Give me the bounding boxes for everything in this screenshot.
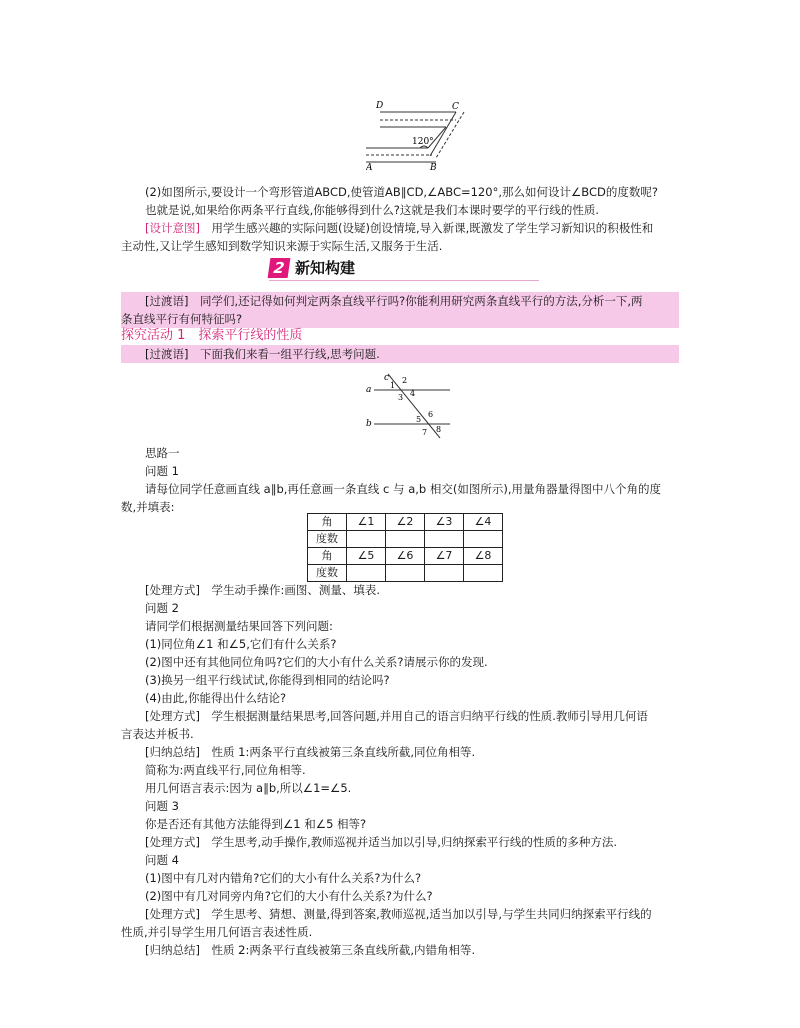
- problem-4-title: 问题 4: [145, 853, 179, 867]
- angle-1: 1: [390, 381, 396, 390]
- table-row: 角 ∠1 ∠2 ∠3 ∠4: [308, 514, 503, 531]
- angle-8: 8: [436, 425, 442, 434]
- problem-3-title: 问题 3: [145, 799, 179, 813]
- angle-label: 120°: [412, 137, 434, 147]
- problem-2-intro: 请同学们根据测量结果回答下列问题:: [145, 619, 333, 633]
- handling-2-line2: 言表达并板书.: [121, 727, 194, 741]
- design-intent-line2: 主动性,又让学生感知到数学知识来源于实际生活,又服务于生活.: [121, 239, 443, 253]
- section-header: [269, 258, 539, 281]
- pipe-figure: [366, 100, 496, 170]
- label-A: A: [366, 163, 373, 170]
- transition-1-line1: [过渡语] 同学们,还记得如何判定两条直线平行吗?你能利用研究两条直线平行的方法,分析一下,两: [145, 294, 643, 308]
- problem-1-text-line1: 请每位同学任意画直线 a∥b,再任意画一条直线 c 与 a,b 相交(如图所示),用量角器量得图中八个角的度: [145, 482, 661, 496]
- section-number-badge: 2: [268, 258, 291, 278]
- transition-2: [过渡语] 下面我们来看一组平行线,思考问题.: [145, 347, 380, 361]
- angle-2: 2: [402, 376, 408, 385]
- handling-1: [处理方式] 学生动手操作:画图、测量、填表.: [145, 583, 381, 597]
- problem-2-q1: (1)同位角∠1 和∠5,它们有什么关系?: [145, 637, 337, 651]
- problem-4-q2: (2)图中有几对同旁内角?它们的大小有什么关系?为什么?: [145, 889, 433, 903]
- label-B: B: [430, 163, 437, 170]
- problem-2-q4: (4)由此,你能得出什么结论?: [145, 691, 287, 705]
- design-intent-line1: [设计意图] 用学生感兴趣的实际问题(设疑)创设情境,导入新课,既激发了学生学习新知识的积极性和: [145, 221, 654, 235]
- handling-4-line1: [处理方式] 学生思考、猜想、测量,得到答案,教师巡视,适当加以引导,与学生共同归纳探索平行线的: [145, 907, 652, 921]
- transition-1-line2: 条直线平行有何特征吗?: [121, 312, 243, 326]
- label-b: b: [366, 419, 372, 429]
- question-2-line2: 也就是说,如果给你两条平行直线,你能够得到什么?这就是我们本课时要学的平行线的性质.: [145, 203, 600, 217]
- label-a: a: [366, 385, 372, 395]
- transition-box-2: [121, 345, 679, 363]
- design-intent-tag: [设计意图]: [145, 221, 200, 235]
- table-row: 度数: [308, 531, 503, 548]
- table-row: 度数: [308, 565, 503, 582]
- summary-2: [归纳总结] 性质 2:两条平行直线被第三条直线所截,内错角相等.: [145, 943, 476, 957]
- label-D: D: [376, 101, 384, 111]
- angle-3: 3: [398, 393, 404, 402]
- activity-title: 探究活动 1 探索平行线的性质: [121, 328, 303, 343]
- angle-4: 4: [410, 389, 416, 398]
- handling-4-line2: 性质,并引导学生用几何语言表述性质.: [121, 925, 313, 939]
- label-c: c: [384, 373, 390, 383]
- problem-4-q1: (1)图中有几对内错角?它们的大小有什么关系?为什么?: [145, 871, 422, 885]
- transition-box-1: [121, 292, 679, 328]
- section-title: 新知构建: [295, 259, 356, 277]
- handling-2-line1: [处理方式] 学生根据测量结果思考,回答问题,并用自己的语言归纳平行线的性质.教师引导用几何语: [145, 709, 648, 723]
- short-form-1: 简称为:两直线平行,同位角相等.: [145, 763, 306, 777]
- geometry-language-1: 用几何语言表示:因为 a∥b,所以∠1=∠5.: [145, 781, 352, 795]
- problem-2-q3: (3)换另一组平行线试试,你能得到相同的结论吗?: [145, 673, 390, 687]
- angle-7: 7: [422, 428, 428, 437]
- question-2-line1: (2)如图所示,要设计一个弯形管道ABCD,使管道AB∥CD,∠ABC=120°,那么如何设计∠BCD的度数呢?: [145, 185, 658, 199]
- parallel-lines-figure: [366, 372, 466, 442]
- angle-6: 6: [428, 410, 434, 419]
- handling-3: [处理方式] 学生思考,动手操作,教师巡视并适当加以引导,归纳探索平行线的性质的多种方法.: [145, 835, 618, 849]
- problem-1-title: 问题 1: [145, 464, 179, 478]
- problem-3-text: 你是否还有其他方法能得到∠1 和∠5 相等?: [145, 817, 367, 831]
- problem-2-title: 问题 2: [145, 601, 179, 615]
- table-row: 角 ∠5 ∠6 ∠7 ∠8: [308, 548, 503, 565]
- idea-one: 思路一: [145, 446, 180, 460]
- problem-1-text-line2: 数,并填表:: [121, 500, 175, 514]
- label-C: C: [452, 102, 459, 112]
- angle-measure-table: [307, 513, 503, 582]
- problem-2-q2: (2)图中还有其他同位角吗?它们的大小有什么关系?请展示你的发现.: [145, 655, 488, 669]
- summary-1: [归纳总结] 性质 1:两条平行直线被第三条直线所截,同位角相等.: [145, 745, 476, 759]
- angle-5: 5: [416, 415, 422, 424]
